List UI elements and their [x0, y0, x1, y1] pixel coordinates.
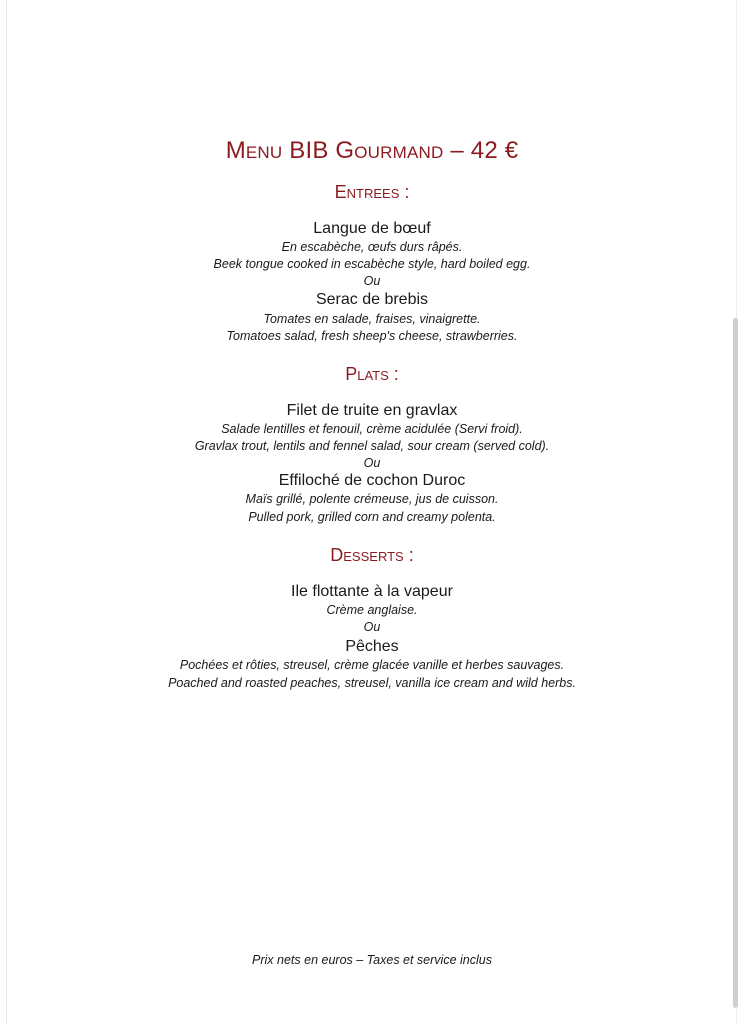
dessert-2-desc-fr: Pochées et rôties, streusel, crème glacée vanille et herbes sauvages. [179, 658, 565, 672]
entree-1-name: Langue de bœuf [313, 220, 431, 237]
plats-heading: Plats : [345, 364, 399, 384]
entree-2-name: Serac de brebis [315, 291, 429, 308]
price-footer: Prix nets en euros – Taxes et service inclus [252, 953, 492, 967]
entrees-heading: Entrees : [334, 182, 410, 202]
entree-1-desc-en: Beek tongue cooked in escabèche style, hard boiled egg. [213, 257, 531, 271]
dessert-or: Ou [363, 620, 381, 634]
plat-2-desc-fr: Maïs grillé, polente crémeuse, jus de cuisson. [245, 492, 499, 506]
entree-1-desc-fr: En escabèche, œufs durs râpés. [281, 240, 463, 254]
menu-title: Menu BIB Gourmand – 42 € [225, 137, 519, 164]
plat-or: Ou [363, 456, 381, 470]
entree-or: Ou [363, 274, 381, 288]
plat-1-desc-fr: Salade lentilles et fenouil, crème acidulée (Servi froid). [221, 422, 523, 436]
dessert-2-name: Pêches [345, 638, 399, 655]
desserts-heading: Desserts : [330, 545, 414, 565]
dessert-1-name: Ile flottante à la vapeur [291, 583, 453, 600]
entree-2-desc-fr: Tomates en salade, fraises, vinaigrette. [263, 312, 481, 326]
dessert-1-desc-fr: Crème anglaise. [326, 603, 418, 617]
plat-2-name: Effiloché de cochon Duroc [278, 472, 466, 489]
plat-1-name: Filet de truite en gravlax [286, 402, 458, 419]
plat-1-desc-en: Gravlax trout, lentils and fennel salad, sour cream (served cold). [194, 439, 550, 453]
entree-2-desc-en: Tomatoes salad, fresh sheep's cheese, strawberries. [226, 329, 518, 343]
dessert-2-desc-en: Poached and roasted peaches, streusel, vanilla ice cream and wild herbs. [168, 676, 576, 690]
plat-2-desc-en: Pulled pork, grilled corn and creamy polenta. [248, 510, 496, 524]
